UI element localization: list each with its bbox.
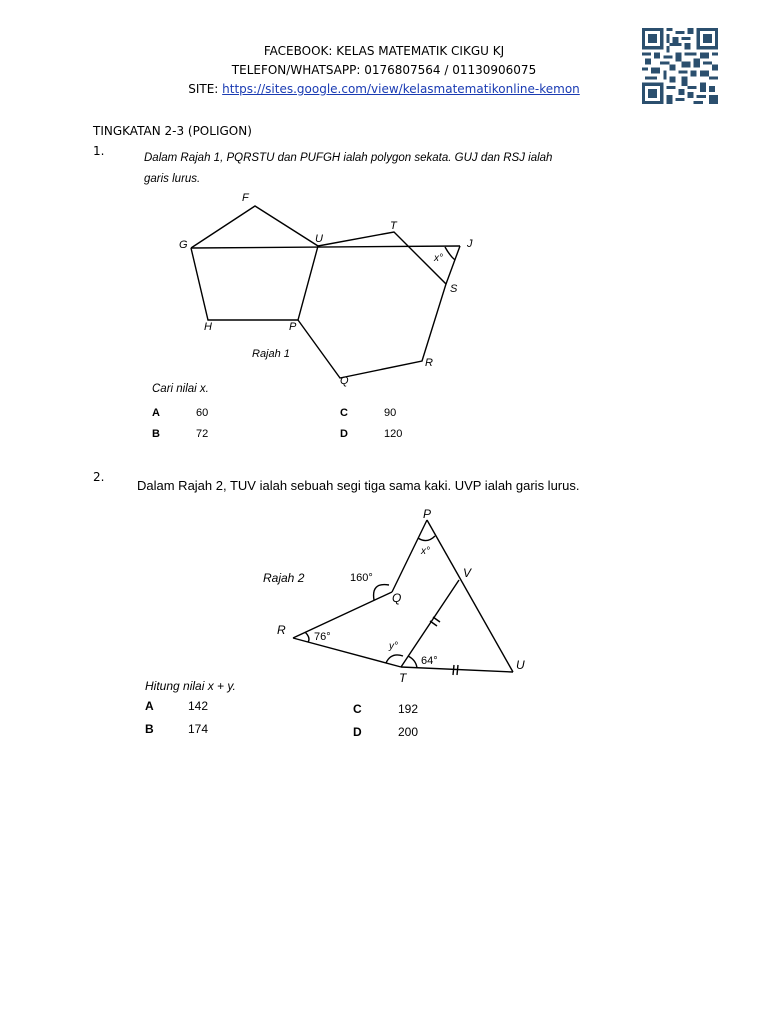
label-u: U	[516, 658, 525, 672]
angle-76: 76°	[314, 631, 331, 643]
q2-lines	[293, 520, 513, 675]
facebook-line: FACEBOOK: KELAS MATEMATIK CIKGU KJ	[263, 44, 505, 58]
angle-76-arc	[305, 632, 309, 642]
q1-option-d-letter: D	[340, 428, 348, 440]
angle-x-arc	[445, 247, 455, 260]
q2-options	[145, 699, 418, 739]
tick-tu-2	[457, 665, 458, 675]
hexagon-pqrstu	[298, 232, 446, 378]
site-link[interactable]: https://sites.google.com/view/kelasmatematikonline-kemon	[222, 82, 580, 96]
question-1-number: 1.	[93, 144, 105, 158]
line-guj	[191, 246, 460, 248]
q2-option-a-value: 142	[188, 699, 209, 713]
q1-options	[152, 407, 402, 440]
q2-option-b-value: 174	[188, 722, 209, 736]
label-x: x°	[434, 253, 443, 264]
label-q: Q	[392, 591, 402, 605]
tick-tv-2	[433, 617, 440, 622]
q1-stem-line2: garis lurus.	[144, 173, 201, 185]
q1-option-b-letter: B	[152, 428, 160, 440]
q2-option-b-letter: B	[145, 722, 154, 736]
q1-option-d-value: 120	[384, 428, 403, 440]
label-x: x°	[421, 546, 430, 557]
q1-stem-line1: Dalam Rajah 1, PQRSTU dan PUFGH ialah polygon sekata. GUJ dan RSJ ialah	[144, 152, 553, 164]
label-j: J	[467, 238, 473, 250]
q2-option-a-letter: A	[145, 699, 154, 713]
q2-option-d-letter: D	[353, 725, 362, 739]
section-title: TINGKATAN 2-3 (POLIGON)	[93, 124, 252, 138]
line-rt	[293, 638, 401, 667]
label-y: y°	[389, 641, 398, 652]
label-v: V	[463, 566, 472, 580]
pentagon-pufgh	[191, 206, 318, 320]
q2-figure-caption: Rajah 2	[263, 571, 305, 585]
angle-64-arc	[408, 656, 417, 668]
label-r: R	[277, 623, 286, 637]
label-q: Q	[340, 375, 349, 387]
label-u: U	[315, 233, 323, 245]
label-t: T	[390, 220, 397, 232]
q2-option-c-letter: C	[353, 702, 362, 716]
label-p: P	[289, 321, 297, 333]
q1-option-c-letter: C	[340, 407, 348, 419]
q2-vertex-labels	[277, 507, 525, 685]
q1-option-a-letter: A	[152, 407, 160, 419]
qr-code-icon	[640, 28, 720, 104]
line-qr	[293, 592, 392, 638]
label-s: S	[450, 283, 458, 295]
line-pvu	[427, 520, 513, 672]
question-2-figure	[133, 470, 603, 745]
q2-option-c-value: 192	[398, 702, 419, 716]
question-1-figure	[136, 142, 606, 447]
label-g: G	[179, 239, 188, 251]
q2-stem: Dalam Rajah 2, TUV ialah sebuah segi tiga sama kaki. UVP ialah garis lurus.	[137, 478, 580, 493]
q2-prompt: Hitung nilai x + y.	[145, 679, 236, 693]
angle-160: 160°	[350, 572, 373, 584]
label-f: F	[242, 192, 249, 204]
label-r: R	[425, 357, 433, 369]
q1-prompt: Cari nilai x.	[152, 383, 209, 395]
label-t: T	[399, 671, 407, 685]
q2-option-d-value: 200	[398, 725, 419, 739]
angle-64: 64°	[421, 655, 438, 667]
q1-polygons	[191, 206, 460, 378]
q1-option-a-value: 60	[196, 407, 209, 419]
q1-option-c-value: 90	[384, 407, 397, 419]
q1-figure-caption: Rajah 1	[252, 348, 290, 360]
tick-tv-1	[430, 621, 437, 626]
line-tv	[401, 580, 459, 667]
phone-line: TELEFON/WHATSAPP: 0176807564 / 01130906075	[231, 63, 537, 77]
angle-y-arc	[386, 655, 403, 663]
tick-tu-1	[453, 665, 454, 675]
angle-x-arc	[418, 536, 435, 541]
question-2-number: 2.	[93, 470, 105, 484]
q1-option-b-value: 72	[196, 428, 209, 440]
label-h: H	[204, 321, 212, 333]
site-label: SITE:	[188, 82, 223, 96]
label-p: P	[423, 507, 432, 521]
